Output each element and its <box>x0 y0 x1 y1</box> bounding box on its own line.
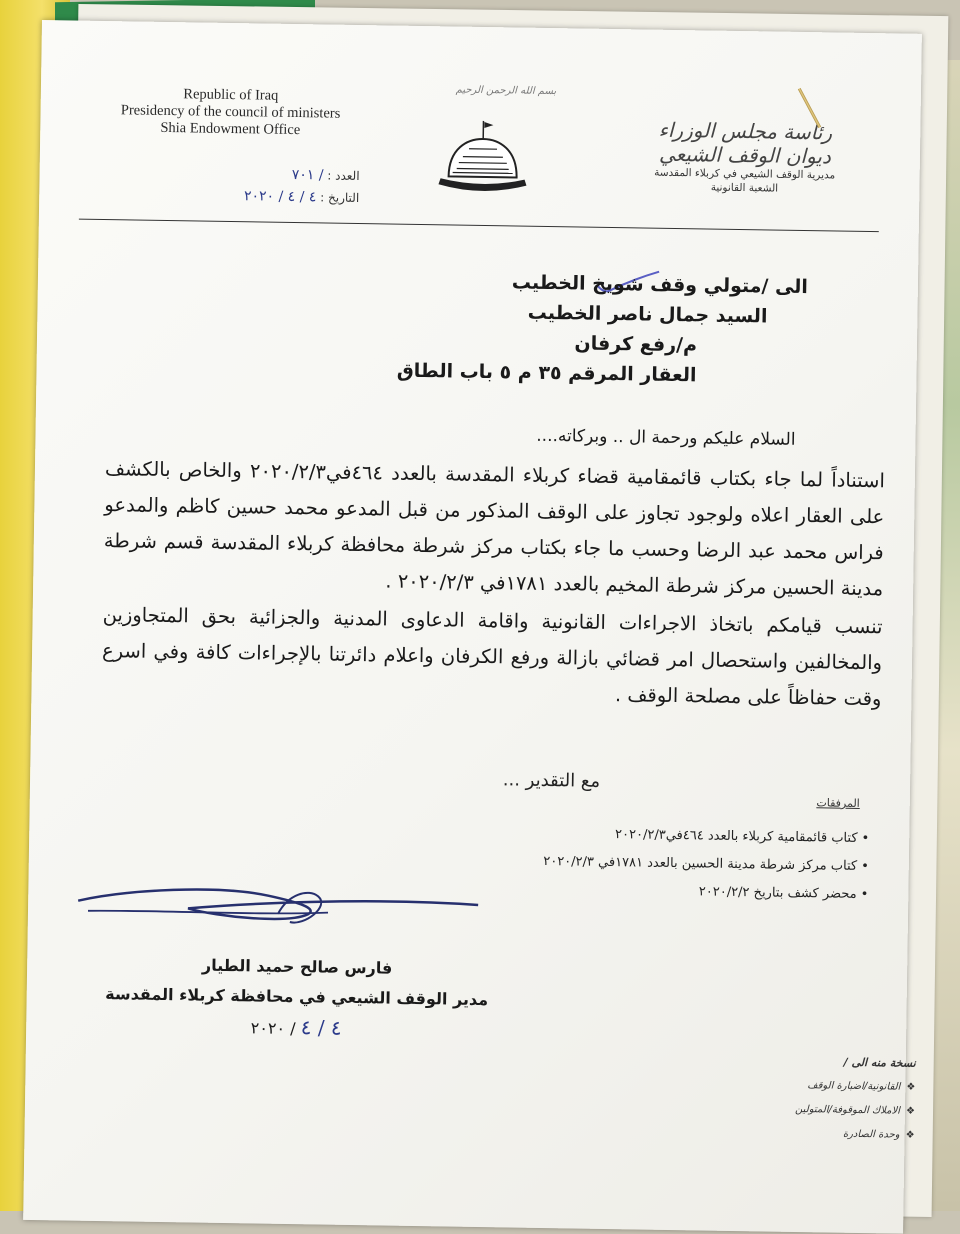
signatory-name: فارس صالح حميد الطيار <box>97 949 497 985</box>
closing-regards: مع التقدير ... <box>503 769 601 792</box>
arabic-letterhead <box>629 117 860 197</box>
copy-to-block <box>774 1050 915 1148</box>
ar-directorate: مديرية الوقف الشيعي في كربلاء المقدسة <box>630 165 860 183</box>
ar-calligraphy-line-1: رئاسة مجلس الوزراء <box>630 117 860 145</box>
letter-page <box>23 20 922 1234</box>
copy-to-list <box>774 1074 915 1148</box>
body-paragraph-2: تنسب قيامكم باتخاذ الاجراءات القانونية واقامة الدعاوى المدنية والجزائية بحق المتجاوزين والمخالفين واستحصال امر قضائي بازالة ورفع الكرفان واعلام دائرتنا بالإجراءات كافة وفي اسرع وقت حفاظاً على مصلحة الوقف . <box>101 597 883 717</box>
number-label: العدد : <box>327 169 359 184</box>
recipient-line-1: الى /متولي وقف شويخ الخطيب <box>208 263 808 302</box>
ar-section: الشعبة القانونية <box>629 179 859 197</box>
signatory-block <box>96 949 497 1047</box>
greeting: السلام عليكم ورحمة ال .. وبركاته.... <box>536 426 795 450</box>
attachment-item: • كتاب قائمقامية كربلاء بالعدد ٤٦٤في٢٠٢٠/٢/٣ <box>469 819 869 853</box>
english-letterhead <box>80 85 381 141</box>
date-value: ٤ / ٤ / ٢٠٢٠ <box>244 188 317 205</box>
signature-date-year: / ٢٠٢٠ <box>251 1018 296 1038</box>
en-line-office: Shia Endowment Office <box>80 119 380 141</box>
attachments-title: المرفقات <box>816 796 860 810</box>
en-line-country: Republic of Iraq <box>81 85 381 107</box>
header-divider <box>79 219 879 233</box>
basmala: بسم الله الرحمن الرحيم <box>416 84 596 98</box>
property-line: العقار المرقم ٣٥ م ٥ باب الطاق <box>206 353 806 392</box>
signature <box>68 871 489 948</box>
recipient-block <box>206 263 808 392</box>
attachment-item: • كتاب مركز شرطة مدينة الحسين بالعدد ١٧٨١في ٢٠٢٠/٢/٣ <box>469 847 869 881</box>
body-paragraph-1: استناداً لما جاء بكتاب قائمقامية قضاء كربلاء المقدسة بالعدد ٤٦٤في٢٠٢٠/٢/٣ والخاص بالكشف على العقار اعلاه ولوجود تجاوز على الوقف المذكور من قبل المدعو محمد حسين كاظم والمدعو فراس محمد عبد الرضا وحسب ما جاء بكتاب مركز شرطة محافظة كربلاء المقدسة قسم شرطة مدينة الحسين مركز شرطة المخيم بالعدد ١٧٨١في ٢٠٢٠/٢/٣ . <box>103 451 885 607</box>
copy-to-title: نسخة منه الى / <box>776 1050 916 1076</box>
subject-line: م/رفع كرفان <box>207 323 807 362</box>
copy-to-item: ❖ القانونية/اضبارة الوقف <box>775 1074 915 1100</box>
en-line-presidency: Presidency of the council of ministers <box>80 102 380 124</box>
date-label: التاريخ : <box>320 190 359 205</box>
copy-to-item: ❖ وحدة الصادرة <box>774 1122 914 1148</box>
number-date-block <box>119 161 360 209</box>
ar-calligraphy-line-2: ديوان الوقف الشيعي <box>630 141 860 169</box>
copy-to-item: ❖ الاملاك الموقوفة/المتولين <box>775 1098 915 1124</box>
date-row <box>119 183 359 209</box>
signature-date <box>96 1009 496 1047</box>
attachments-list <box>468 819 869 909</box>
number-value: / ٧٠١ <box>292 167 324 183</box>
attachment-item: • محضر كشف بتاريخ ٢٠٢٠/٢/٢ <box>468 875 868 909</box>
signatory-title: مدير الوقف الشيعي في محافظة كربلاء المقدسة <box>96 979 496 1015</box>
letter-body <box>101 451 885 717</box>
recipient-line-2: السيد جمال ناصر الخطيب <box>207 293 807 332</box>
shrine-dome-icon <box>434 118 535 200</box>
signature-date-handwritten: ٤ / ٤ <box>301 1015 342 1040</box>
